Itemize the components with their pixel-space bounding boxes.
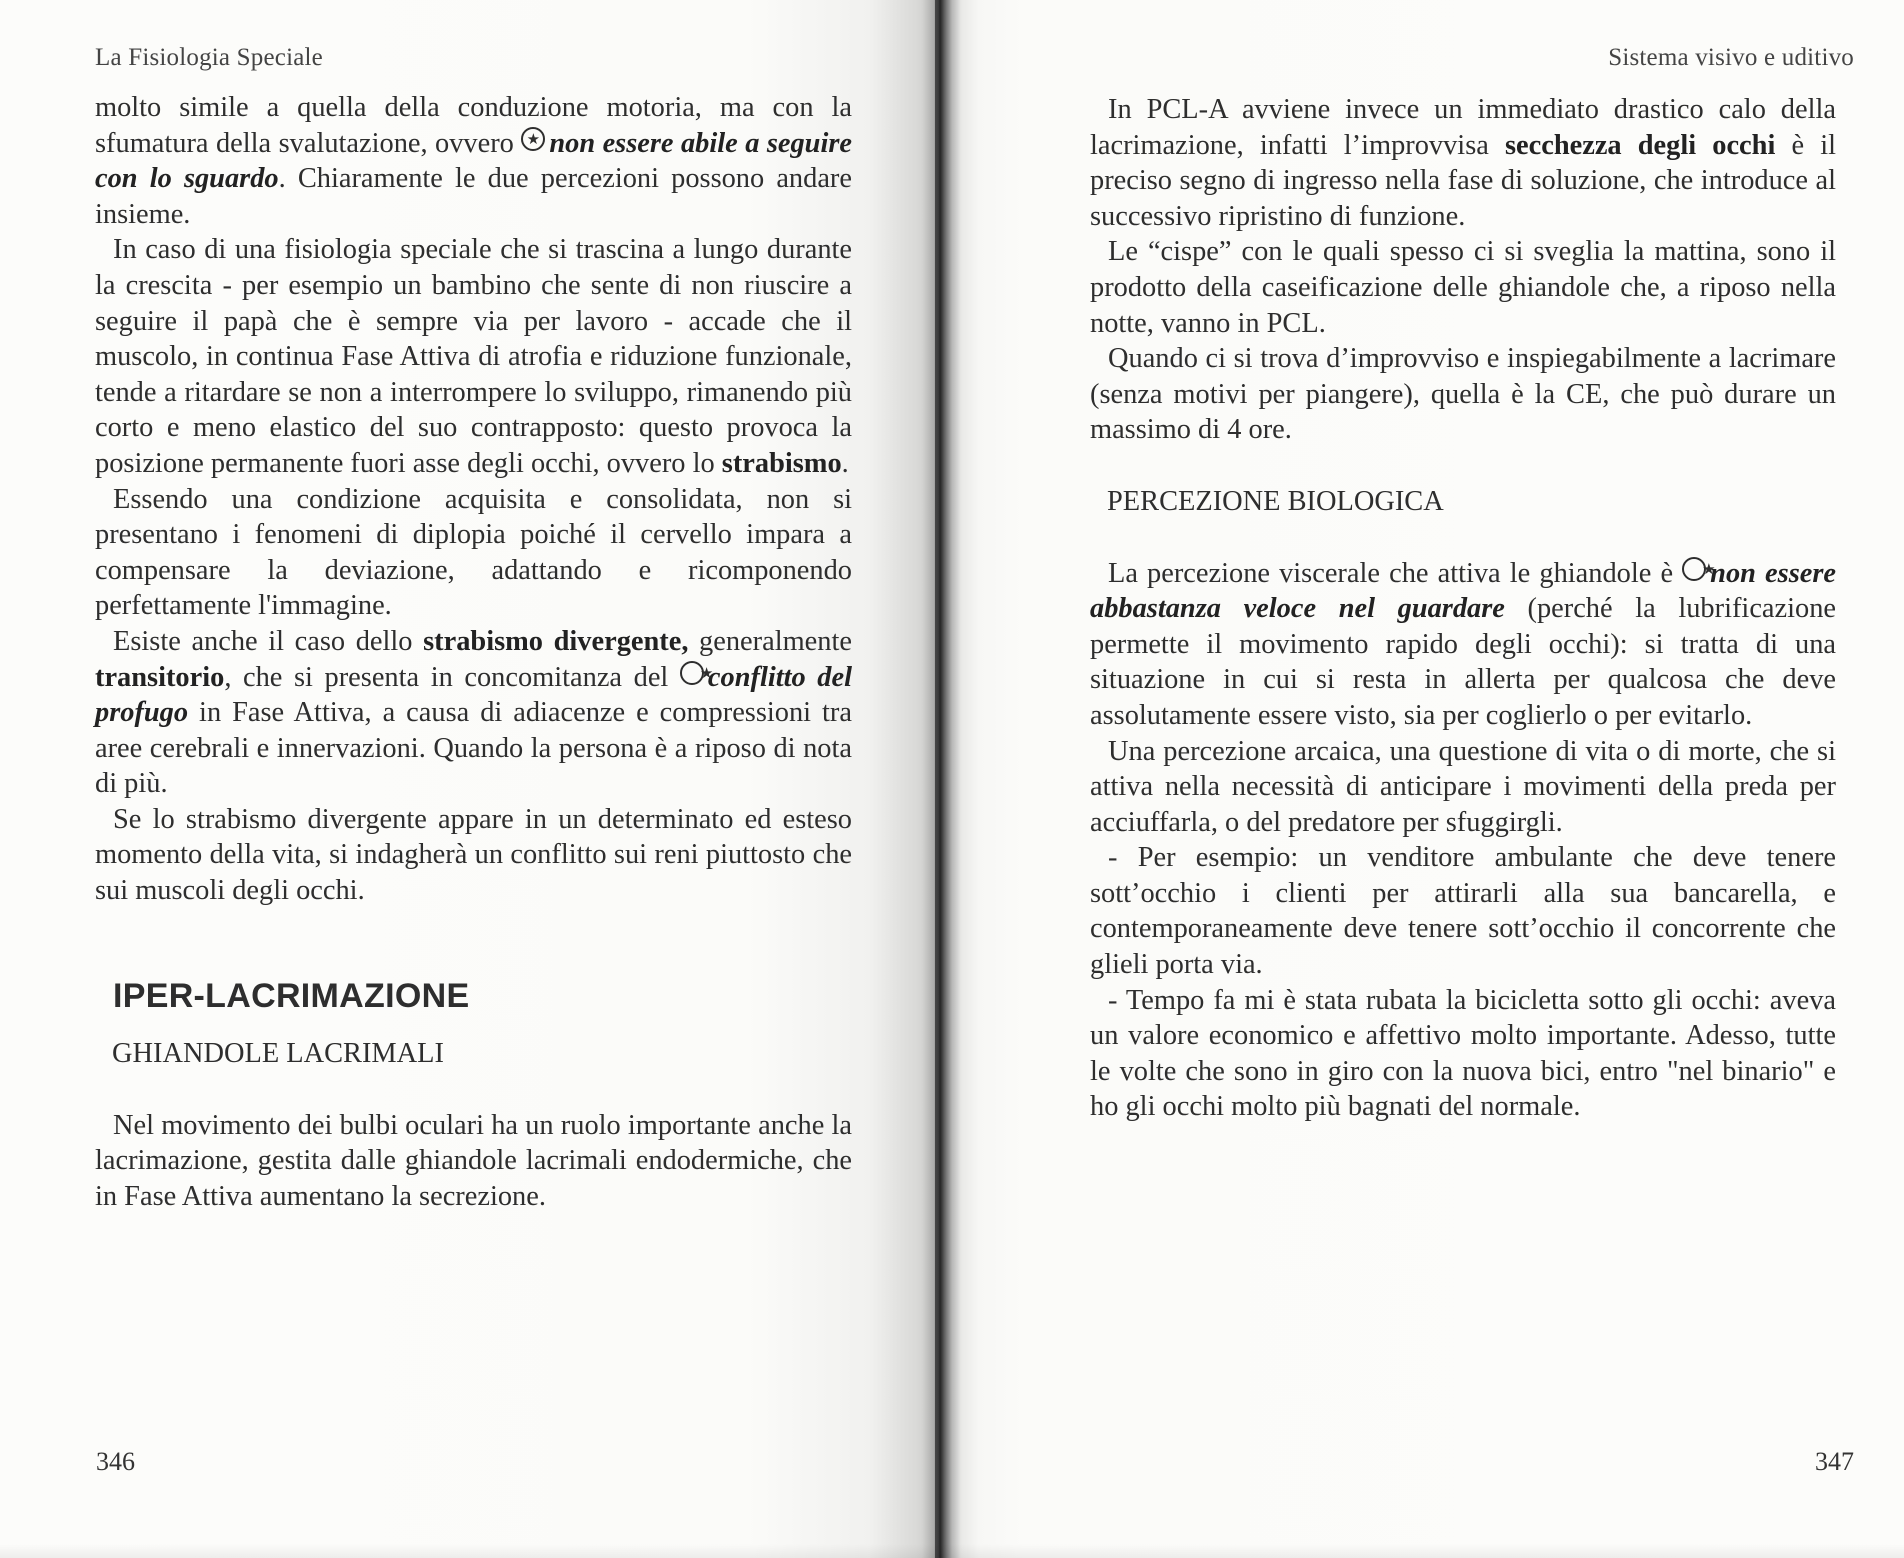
left-body-text [95,90,852,1215]
subsection-title: GHIANDOLE LACRIMALI [112,1038,444,1070]
spacer [95,909,852,979]
page-bottom-edge [0,1544,1904,1558]
spacer [95,1014,852,1036]
emphasis: conflitto del profugo [95,661,852,729]
right-body-text [1090,92,1836,1125]
circled-star-icon [521,127,545,151]
left-page [0,0,935,1558]
circled-star-icon [1682,557,1706,581]
paragraph: Quando ci si trova d’improvviso e inspiegabilmente a lacrimare (senza motivi per piangere), quella è la CE, che può durare un massimo di 4 ore. [1090,343,1836,446]
circled-star-icon [680,661,704,685]
paragraph: In PCL-A avviene invece un immediato drastico calo della lacrimazione, infatti l’improvvisa secchezza degli occhi è il preciso segno di ingresso nella fase di soluzione, che introduce al successivo ripristino di funzione. [1090,94,1836,232]
page-number-left: 346 [96,1447,135,1476]
section-title: IPER-LACRIMAZIONE [113,976,470,1015]
page-number-right: 347 [1815,1447,1854,1476]
bold-term: secchezza degli occhi [1504,129,1776,161]
paragraph: - Per esempio: un venditore ambulante che deve tenere sott’occhio i clienti per attirarli alla sua bancarella, e contemporaneamente deve tenere sott’occhio il concorrente che glieli porta via. [1090,842,1836,981]
paragraph: La percezione viscerale che attiva le ghiandole è ★non essere abbastanza veloce nel guardare (perché la lubrificazione permette il movimento rapido degli occhi): si tratta di una situazione in cui si resta in allerta per qualcosa che deve assolutamente essere visto, sia per coglierlo o per evitarlo. [1090,556,1836,734]
paragraph: Le “cispe” con le quali spesso ci si sveglia la mattina, sono il prodotto della caseificazione delle ghiandole che, a riposo nella notte, vanno in PCL. [1090,236,1836,339]
paragraph: Nel movimento dei bulbi oculari ha un ruolo importante anche la lacrimazione, gestita dalle ghiandole lacrimali endodermiche, che in Fase Attiva aumentano la secrezione. [95,1109,852,1213]
emphasis: non essere abbastanza veloce nel guardare [1090,557,1836,625]
bold-term: transitorio [95,661,225,693]
gutter-shadow [922,0,962,1558]
paragraph: - Tempo fa mi è stata rubata la bicicletta sotto gli occhi: aveva un valore economico e affettivo molto importante. Adesso, tutte le volte che sono in giro con la nuova bici, entro "nel binario" e ho gli occhi molto più bagnati del normale. [1090,984,1836,1123]
emphasis: non essere abile a seguire con lo sguardo [95,127,853,195]
subsection-title: PERCEZIONE BIOLOGICA [1107,485,1444,517]
paragraph: In caso di una fisiologia speciale che si trascina a lungo durante la crescita - per esempio un bambino che sente di non riuscire a seguire il papà che è sempre via per lavoro - accade che il muscolo, in continua Fase Attiva di atrofia e riduzione funzionale, tende a ritardare se non a interrompere lo sviluppo, rimanendo più corto e meno elastico del suo contrapposto: questo provoca la posizione permanente fuori asse degli occhi, ovvero lo strabismo. [95,234,852,479]
paragraph: molto simile a quella della conduzione motoria, ma con la sfumatura della svalutazione, ovvero ★non essere abile a seguire con lo sguardo. Chiaramente le due percezioni possono andare insieme. [95,90,852,232]
paragraph: Esiste anche il caso dello strabismo divergente, generalmente transitorio, che si presenta in concomitanza del ★conflitto del profugo in Fase Attiva, a causa di adiacenze e compressioni tra aree cerebrali e innervazioni. Quando la persona è a riposo di nota di più. [95,624,852,802]
paragraph: Essendo una condizione acquisita e consolidata, non si presentano i fenomeni di diplopia poiché il cervello impara a compensare la deviazione, adattando e ricomponendo perfettamente l'immagine. [95,483,852,622]
paragraph: Una percezione arcaica, una questione di vita o di morte, che si attiva nella necessità di anticipare i movimenti della preda per acciuffarla, o del predatore per sfuggirgli. [1090,735,1836,838]
running-head-left: La Fisiologia Speciale [95,44,323,71]
paragraph: Se lo strabismo divergente appare in un determinato ed esteso momento della vita, si indagherà un conflitto sui reni piuttosto che sui muscoli degli occhi. [95,803,852,907]
bold-term: strabismo [721,447,842,479]
running-head-right: Sistema visivo e uditivo [1608,44,1854,71]
bold-term: strabismo divergente, [423,625,689,657]
